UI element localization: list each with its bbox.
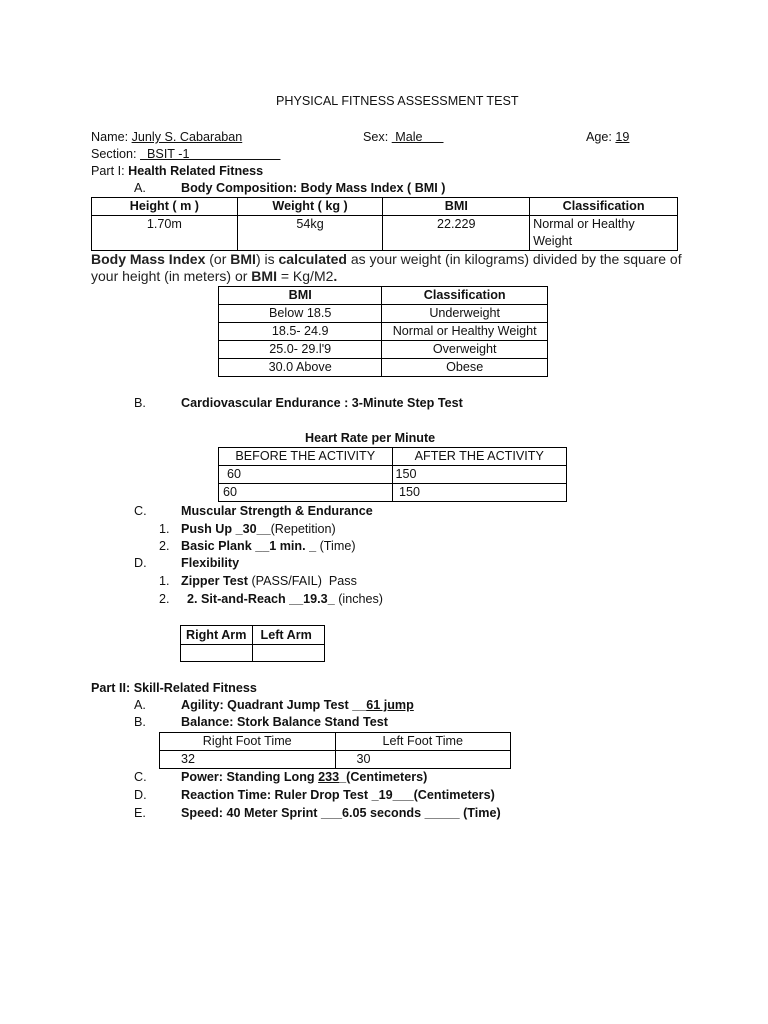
table-cell: Normal or Healthy Weight: [530, 216, 678, 251]
zipper-line: [181, 573, 357, 589]
arm-table: [180, 625, 325, 662]
sit-reach-line: [187, 591, 383, 607]
table-cell: Underweight: [382, 305, 548, 323]
part1-c-title: Muscular Strength & Endurance: [181, 504, 373, 518]
table-cell: Normal or Healthy Weight: [382, 323, 548, 341]
table-row: [219, 359, 548, 377]
table-cell: 18.5- 24.9: [219, 323, 382, 341]
part2-heading: Part II: Skill-Related Fitness: [91, 681, 257, 695]
table-cell: 30.0 Above: [219, 359, 382, 377]
name-value: Junly S. Cabaraban: [131, 130, 243, 144]
table-cell: 60: [219, 466, 393, 484]
table-cell: Overweight: [382, 341, 548, 359]
table-cell: 25.0- 29.l'9: [219, 341, 382, 359]
plank-unit: (Time): [316, 539, 356, 553]
bmi-text: = Kg/M2: [276, 268, 334, 284]
table-row: [160, 751, 511, 769]
push-up-value: _30__: [235, 522, 271, 536]
bmi-text: .: [333, 268, 338, 284]
part1-b-letter: B.: [134, 396, 146, 410]
plank-line: [181, 538, 356, 554]
bmi-term: BMI: [251, 268, 277, 284]
agility-value: 61 jump: [366, 698, 414, 712]
bmi-text: ) is: [255, 251, 279, 267]
bmi-text: as your weight (in kilograms) divided by the square of your height (in meters) or: [91, 251, 682, 284]
table-header-cell: Left Arm: [252, 626, 324, 645]
table-header-row: [219, 287, 548, 305]
heart-rate-title: Heart Rate per Minute: [305, 431, 436, 445]
part2-b-letter: B.: [134, 715, 146, 729]
part1-b-title: Cardiovascular Endurance : 3-Minute Step Test: [181, 396, 463, 410]
table-cell: [252, 645, 324, 662]
power-label: Power: Standing Long: [181, 770, 319, 784]
table-header-cell: AFTER THE ACTIVITY: [392, 448, 567, 466]
table-header-cell: Right Arm: [181, 626, 253, 645]
table-header-cell: BMI: [383, 198, 530, 216]
section-label: Section:: [91, 147, 137, 161]
part2-d-letter: D.: [134, 788, 147, 802]
bmi-term: Body Mass Index: [91, 251, 206, 267]
balance-label: Balance: Stork Balance Stand Test: [181, 715, 388, 729]
table-cell: 60: [219, 484, 393, 502]
sex-label: Sex:: [363, 130, 389, 144]
bmi-term: calculated: [278, 251, 347, 267]
part1-a-letter: A.: [134, 181, 146, 195]
sit-reach-number: 2.: [159, 592, 170, 606]
part1-c-letter: C.: [134, 504, 147, 518]
table-cell: Obese: [382, 359, 548, 377]
section-value: BSIT -1: [140, 147, 281, 161]
table-cell: Below 18.5: [219, 305, 382, 323]
section-line: [91, 146, 280, 162]
bmi-term: BMI: [230, 251, 256, 267]
part2-a-letter: A.: [134, 698, 146, 712]
sit-reach-unit: (inches): [334, 592, 383, 606]
table-header-cell: Classification: [382, 287, 548, 305]
part2-c-letter: C.: [134, 770, 147, 784]
push-up-number: 1.: [159, 522, 170, 536]
age-value: 19: [615, 130, 630, 144]
table-row: [92, 216, 678, 251]
push-up-label: Push Up: [181, 522, 236, 536]
table-header-row: [181, 626, 325, 645]
plank-number: 2.: [159, 539, 170, 553]
table-row: [181, 645, 325, 662]
push-up-line: [181, 521, 336, 537]
speed-line: Speed: 40 Meter Sprint ___6.05 seconds _____ (Time): [181, 806, 501, 820]
table-cell: 54kg: [237, 216, 383, 251]
part1-d-letter: D.: [134, 556, 147, 570]
heart-rate-table: [218, 447, 567, 502]
sex-value: Male: [391, 130, 444, 144]
table-header-row: [160, 733, 511, 751]
name-line: [91, 129, 242, 145]
table-header-cell: BMI: [219, 287, 382, 305]
zipper-number: 1.: [159, 574, 170, 588]
table-cell: 1.70m: [92, 216, 238, 251]
table-cell: 30: [335, 751, 511, 769]
bmi-result-table: [91, 197, 678, 251]
table-row: [219, 305, 548, 323]
part1-heading: [91, 163, 263, 179]
reaction-time-line: Reaction Time: Ruler Drop Test _19___(Centimeters): [181, 788, 495, 802]
push-up-unit: (Repetition): [270, 522, 336, 536]
age-label: Age:: [586, 130, 612, 144]
part1-title: Health Related Fitness: [128, 164, 264, 178]
table-header-cell: Right Foot Time: [160, 733, 336, 751]
table-header-cell: Left Foot Time: [335, 733, 511, 751]
stork-balance-table: [159, 732, 511, 769]
age-line: [586, 129, 629, 145]
table-cell: [181, 645, 253, 662]
table-row: [219, 341, 548, 359]
sex-line: [363, 129, 444, 145]
table-header-cell: Weight ( kg ): [237, 198, 383, 216]
table-cell: 150: [392, 466, 567, 484]
part1-prefix: Part I:: [91, 164, 129, 178]
table-cell: 150: [392, 484, 567, 502]
table-header-cell: Classification: [530, 198, 678, 216]
sit-reach-label: 2. Sit-and-Reach __19.3_: [187, 592, 335, 606]
table-cell: 22.229: [383, 216, 530, 251]
plank-label: Basic Plank __1 min. _: [181, 539, 317, 553]
power-line: [181, 769, 427, 785]
table-header-row: [219, 448, 567, 466]
power-value: 233: [318, 770, 340, 784]
part1-d-title: Flexibility: [181, 556, 240, 570]
table-row: [219, 466, 567, 484]
table-cell: 32: [160, 751, 336, 769]
part1-a-title: Body Composition: Body Mass Index ( BMI ): [181, 181, 446, 195]
bmi-text: (or: [205, 251, 231, 267]
table-header-cell: Height ( m ): [92, 198, 238, 216]
agility-line: [181, 697, 414, 713]
bmi-definition-paragraph: [91, 251, 691, 285]
zipper-result: (PASS/FAIL) Pass: [247, 574, 357, 588]
zipper-label: Zipper Test: [181, 574, 248, 588]
table-row: [219, 323, 548, 341]
page-title: PHYSICAL FITNESS ASSESSMENT TEST: [276, 94, 519, 108]
agility-label: Agility: Quadrant Jump Test __: [181, 698, 367, 712]
part2-e-letter: E.: [134, 806, 146, 820]
name-label: Name:: [91, 130, 129, 144]
table-header-row: [92, 198, 678, 216]
table-header-cell: BEFORE THE ACTIVITY: [219, 448, 393, 466]
power-unit: _(Centimeters): [339, 770, 428, 784]
table-row: [219, 484, 567, 502]
bmi-classification-table: [218, 286, 548, 377]
